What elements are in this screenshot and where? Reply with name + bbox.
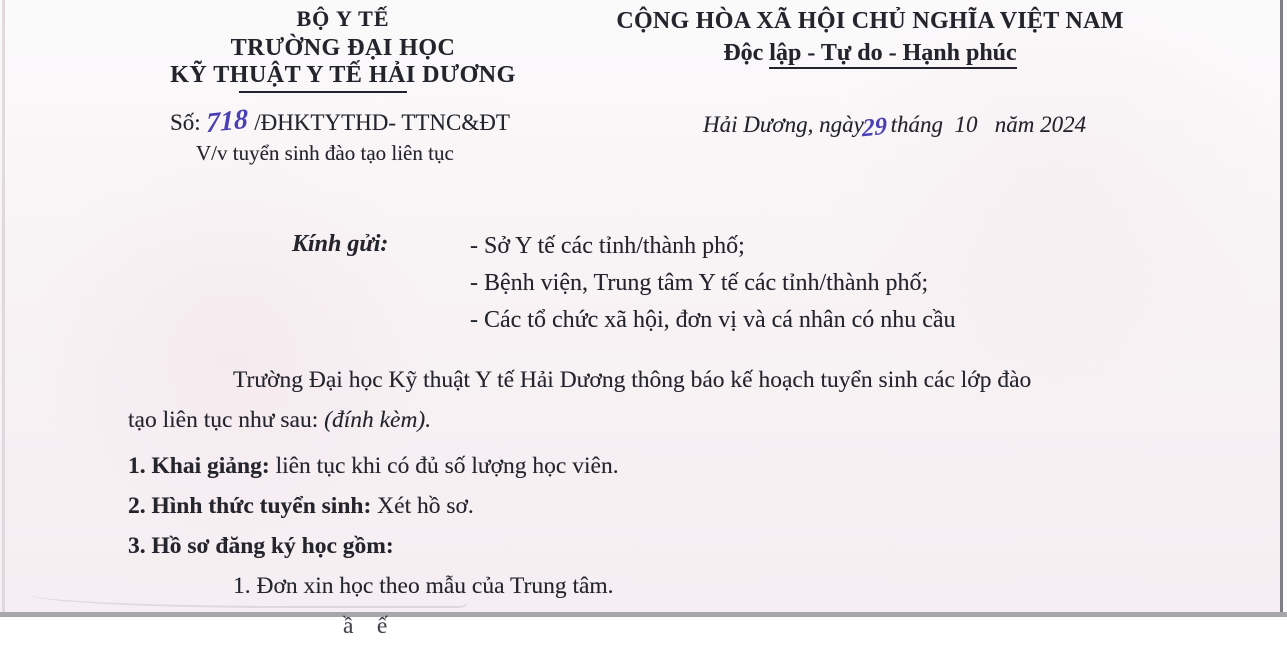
dateline-day-handwritten: 29 xyxy=(861,112,887,143)
place-date-line xyxy=(703,112,1087,143)
scan-left-edge xyxy=(2,0,5,617)
ref-number-suffix: /ĐHKTYTHD- TTNC&ĐT xyxy=(248,110,510,135)
body-item-2 xyxy=(128,486,1170,526)
motto-prefix: Độc xyxy=(723,40,770,66)
scan-right-page-edge xyxy=(1280,0,1283,617)
dateline-rest: tháng 10 năm 2024 xyxy=(884,112,1087,137)
letter-subject: V/v tuyển sinh đào tạo liên tục xyxy=(196,141,454,165)
item-2-label: 2. Hình thức tuyển sinh: xyxy=(128,493,372,519)
university-name-line1: TRƯỜNG ĐẠI HỌC xyxy=(230,35,456,61)
next-line-cutoff-fragment: ầ ế xyxy=(343,613,388,639)
scan-right-margin xyxy=(1283,0,1287,617)
recipients-list xyxy=(470,228,956,339)
body-item-3 xyxy=(128,526,1170,566)
sub-item-1: 1. Đơn xin học theo mẫu của Trung tâm. xyxy=(233,573,614,599)
body-item-1 xyxy=(128,446,1170,486)
letter-body xyxy=(128,360,1170,639)
org-name-underline xyxy=(239,91,407,93)
item-1-label: 1. Khai giảng: xyxy=(128,453,270,479)
recipient-item: - Bệnh viện, Trung tâm Y tế các tỉnh/thành phố; xyxy=(470,270,929,296)
reference-number-line xyxy=(170,103,510,140)
recipient-item: - Các tổ chức xã hội, đơn vị và cá nhân có nhu cầu xyxy=(470,307,956,333)
recipients-label: Kính gửi: xyxy=(292,231,389,257)
recipient-item: - Sở Y tế các tỉnh/thành phố; xyxy=(470,233,745,259)
letterhead-national xyxy=(588,8,1152,67)
intro-paragraph-line1: Trường Đại học Kỹ thuật Y tế Hải Dương thông báo kế hoạch tuyển sinh các lớp đào xyxy=(233,367,1032,393)
item-1-text: liên tục khi có đủ số lượng học viên. xyxy=(269,453,619,479)
letterhead-issuer xyxy=(163,6,523,93)
item-2-text: Xét hồ sơ. xyxy=(371,493,474,519)
national-motto xyxy=(588,40,1152,67)
dateline-prefix: Hải Dương, ngày xyxy=(703,112,864,137)
attachment-note: (đính kèm). xyxy=(324,407,432,433)
item-3-label: 3. Hồ sơ đăng ký học gồm: xyxy=(128,533,394,559)
ministry-name: BỘ Y TẾ xyxy=(296,6,390,31)
motto-underlined: lập - Tự do - Hạnh phúc xyxy=(769,40,1016,69)
ref-number-handwritten: 718 xyxy=(206,103,249,140)
intro-line2-text: tạo liên tục như sau: xyxy=(128,407,325,433)
intro-paragraph-line2 xyxy=(128,400,1170,440)
university-name-line2: KỸ THUẬT Y TẾ HẢI DƯƠNG xyxy=(170,62,516,88)
ref-number-label: Số: xyxy=(170,110,207,135)
national-title: CỘNG HÒA XÃ HỘI CHỦ NGHĨA VIỆT NAM xyxy=(616,8,1124,34)
